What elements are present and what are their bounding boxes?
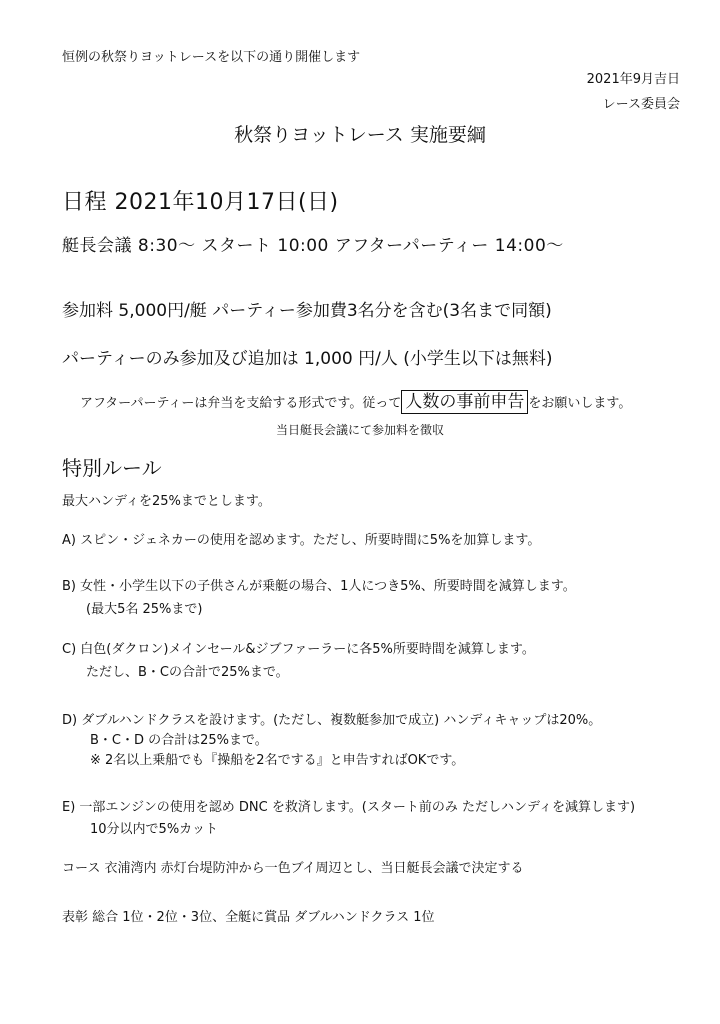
schedule-timeline: 艇長会議 8:30〜 スタート 10:00 アフターパーティー 14:00〜 bbox=[62, 236, 564, 256]
entry-fee: 参加料 5,000円/艇 パーティー参加費3名分を含む(3名まで同額) bbox=[62, 301, 552, 321]
rule-b-note: (最大5名 25%まで) bbox=[86, 602, 203, 617]
awards-info: 表彰 総合 1位・2位・3位、全艇に賞品 ダブルハンドクラス 1位 bbox=[62, 910, 435, 925]
party-notice-before: アフターパーティーは弁当を支給する形式です。従って bbox=[80, 396, 402, 411]
document-title: 秋祭りヨットレース 実施要綱 bbox=[234, 124, 486, 146]
rule-e: E) 一部エンジンの使用を認め DNC を救済します。(スタート前のみ ただしハンディを減算します) bbox=[62, 800, 636, 815]
rule-e-note: 10分以内で5%カット bbox=[90, 822, 219, 837]
rule-c-note: ただし、B・Cの合計で25%まで。 bbox=[86, 665, 289, 680]
rule-d-note-1: B・C・D の合計は25%まで。 bbox=[90, 733, 268, 748]
course-info: コース 衣浦湾内 赤灯台堤防沖から一色ブイ周辺とし、当日艇長会議で決定する bbox=[62, 861, 524, 876]
party-notice-after: をお願いします。 bbox=[528, 396, 632, 411]
committee-name: レース委員会 bbox=[602, 97, 680, 112]
special-rules-heading: 特別ルール bbox=[62, 456, 162, 480]
max-handicap-rule: 最大ハンディを25%までとします。 bbox=[62, 494, 271, 509]
issue-date: 2021年9月吉日 bbox=[586, 72, 680, 87]
intro-text: 恒例の秋祭りヨットレースを以下の通り開催します bbox=[62, 50, 361, 65]
schedule-date: 日程 2021年10月17日(日) bbox=[62, 190, 339, 215]
party-fee: パーティーのみ参加及び追加は 1,000 円/人 (小学生以下は無料) bbox=[62, 349, 553, 369]
party-notice bbox=[80, 387, 631, 412]
rule-d-note-2: ※ 2名以上乗船でも『操船を2名でする』と申告すればOKです。 bbox=[90, 753, 465, 768]
rule-d: D) ダブルハンドクラスを設けます。(ただし、複数艇参加で成立) ハンディキャップは20%。 bbox=[62, 713, 602, 728]
rule-b: B) 女性・小学生以下の子供さんが乗艇の場合、1人につき5%、所要時間を減算します。 bbox=[62, 579, 576, 594]
rule-c: C) 白色(ダクロン)メインセール&ジブファーラーに各5%所要時間を減算します。 bbox=[62, 642, 535, 657]
rule-a: A) スピン・ジェネカーの使用を認めます。ただし、所要時間に5%を加算します。 bbox=[62, 533, 541, 548]
fee-collection-note: 当日艇長会議にて参加料を徴収 bbox=[275, 423, 444, 437]
advance-headcount-box: 人数の事前申告 bbox=[401, 390, 528, 414]
